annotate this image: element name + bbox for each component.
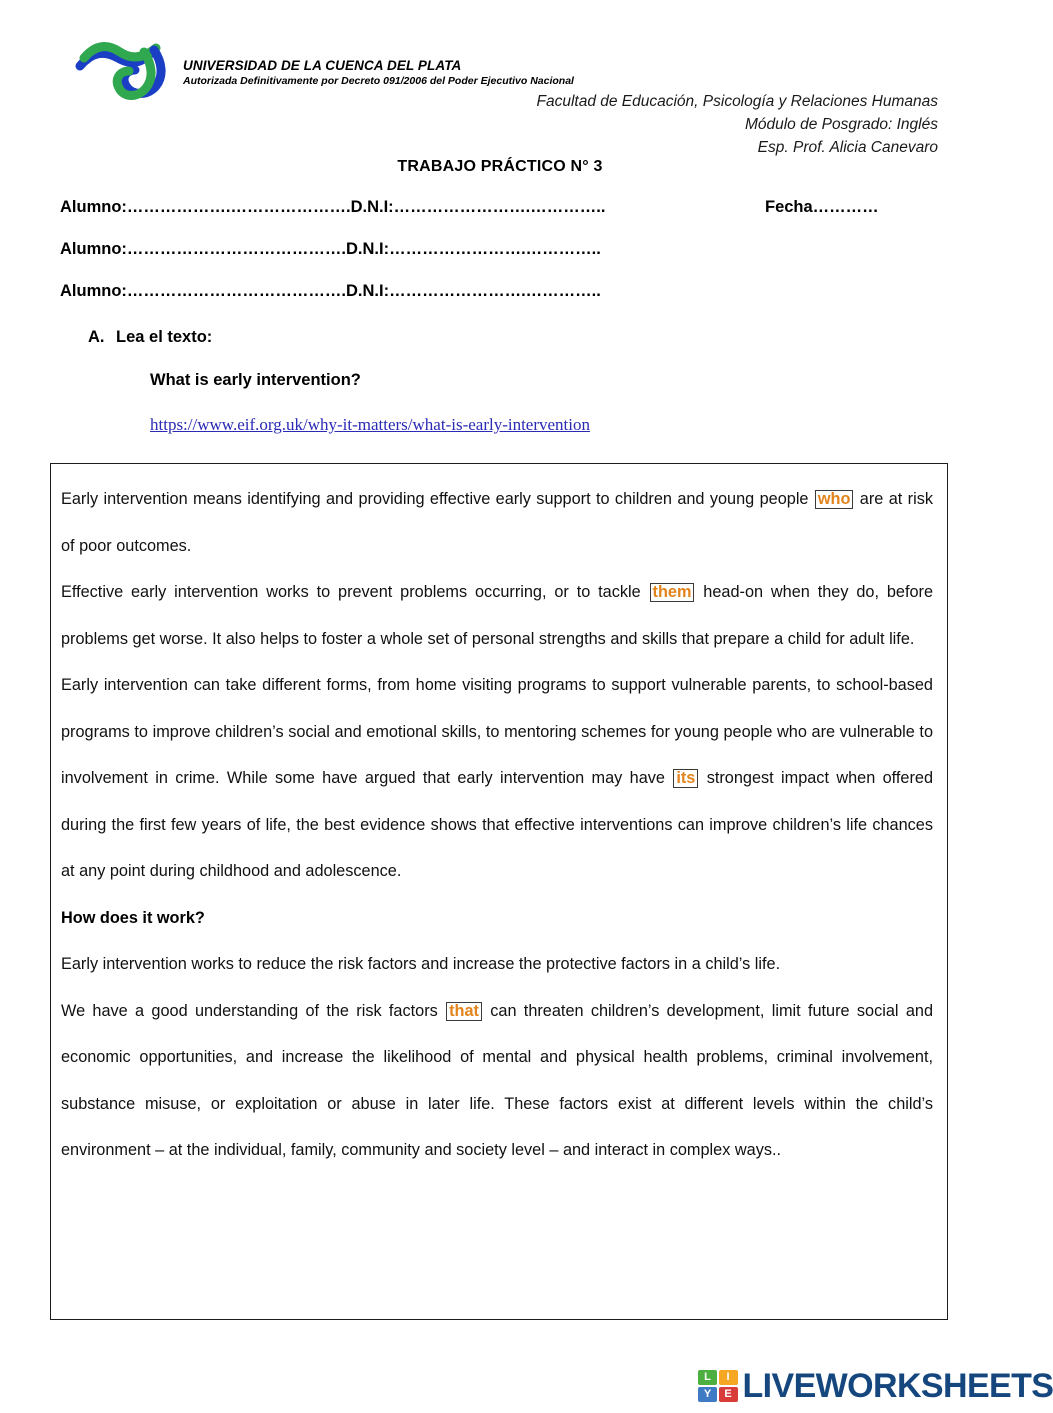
fecha-field[interactable]: Fecha………… bbox=[765, 198, 879, 216]
liveworksheets-logo bbox=[698, 1366, 1053, 1406]
section-a-instruction: Lea el texto: bbox=[116, 328, 213, 346]
liveworksheets-tiles-icon bbox=[698, 1370, 738, 1402]
liveworksheets-wordmark: LIVEWORKSHEETS bbox=[742, 1366, 1053, 1405]
passage-paragraph-3 bbox=[61, 662, 933, 895]
paragraph-5-part-a: We have a good understanding of the risk factors bbox=[61, 1001, 446, 1020]
section-a-heading bbox=[88, 328, 948, 347]
answer-highlight-who[interactable]: who bbox=[815, 490, 854, 509]
faculty-name: Facultad de Educación, Psicología y Relaciones Humanas bbox=[536, 93, 938, 110]
university-name: UNIVERSIDAD DE LA CUENCA DEL PLATA bbox=[183, 58, 462, 73]
paragraph-1-part-b: are at risk of poor outcomes. bbox=[61, 490, 933, 555]
student-row bbox=[60, 240, 960, 282]
page-title: TRABAJO PRÁCTICO N° 3 bbox=[397, 158, 603, 175]
section-a bbox=[88, 328, 948, 435]
alumno-dni-field[interactable]: Alumno:………………………………….D.N.I:…………………….………….. bbox=[60, 240, 601, 258]
paragraph-5-part-b: can threaten children’s development, limit future social and economic opportunities, and increase the likelihood of mental and physical health problems, criminal involvement, substance misuse, or exploitation or abuse in later life. These factors exist at different levels within the child’s environment – at the individual, family, community and society level – and interact in complex ways.. bbox=[61, 1001, 933, 1159]
paragraph-1-part-a: Early intervention means identifying and providing effective early support to children and young people bbox=[61, 490, 814, 508]
passage-paragraph-5 bbox=[61, 988, 933, 1174]
passage-subheading: How does it work? bbox=[61, 908, 205, 927]
student-row bbox=[60, 198, 960, 240]
reading-passage-box bbox=[50, 463, 948, 1320]
tile-i: I bbox=[719, 1370, 738, 1385]
passage-paragraph-4: Early intervention works to reduce the risk factors and increase the protective factors in a child’s life. bbox=[61, 955, 781, 973]
alumno-dni-field[interactable]: Alumno:……………….………………….D.N.I:…………………….………….. bbox=[60, 198, 606, 216]
answer-highlight-that[interactable]: that bbox=[446, 1002, 482, 1021]
tile-e: E bbox=[719, 1387, 738, 1402]
instructor-name: Esp. Prof. Alicia Canevaro bbox=[757, 139, 938, 156]
page-header bbox=[0, 0, 1000, 155]
article-title: What is early intervention? bbox=[150, 371, 361, 389]
paragraph-3-part-b: strongest impact when offered during the first few years of life, the best evidence shows that effective interventions can improve children’s life chances at any point during childhood and adolescence. bbox=[61, 769, 933, 880]
paragraph-2-part-b: head-on when they do, before problems get worse. It also helps to foster a whole set of personal strengths and skills that prepare a child for adult life. bbox=[61, 583, 933, 648]
paragraph-3-part-a: Early intervention can take different forms, from home visiting programs to support vulnerable parents, to school-based programs to improve children’s social and emotional skills, to mentoring schemes for young people who are vulnerable to involvement in crime. While some have argued that early intervention may have bbox=[61, 676, 933, 787]
tile-y: Y bbox=[698, 1387, 717, 1402]
answer-highlight-its[interactable]: its bbox=[673, 769, 698, 788]
alumno-dni-field[interactable]: Alumno:………………………………….D.N.I:…………………….………….. bbox=[60, 282, 601, 300]
section-a-letter: A. bbox=[88, 328, 105, 346]
answer-highlight-them[interactable]: them bbox=[650, 583, 695, 602]
student-row bbox=[60, 282, 960, 324]
faculty-info bbox=[536, 90, 938, 159]
passage-paragraph-2 bbox=[61, 569, 933, 662]
module-name: Módulo de Posgrado: Inglés bbox=[744, 116, 938, 133]
university-wave-logo-icon bbox=[74, 36, 178, 102]
student-fields bbox=[60, 198, 960, 324]
tile-l: L bbox=[698, 1370, 717, 1385]
paragraph-2-part-a: Effective early intervention works to prevent problems occurring, or to tackle bbox=[61, 583, 649, 601]
source-url-link[interactable]: https://www.eif.org.uk/why-it-matters/what-is-early-intervention bbox=[150, 415, 591, 434]
university-subtitle: Autorizada Definitivamente por Decreto 091/2006 del Poder Ejecutivo Nacional bbox=[183, 75, 574, 87]
university-identity bbox=[183, 58, 783, 88]
passage-paragraph-1 bbox=[61, 476, 933, 569]
